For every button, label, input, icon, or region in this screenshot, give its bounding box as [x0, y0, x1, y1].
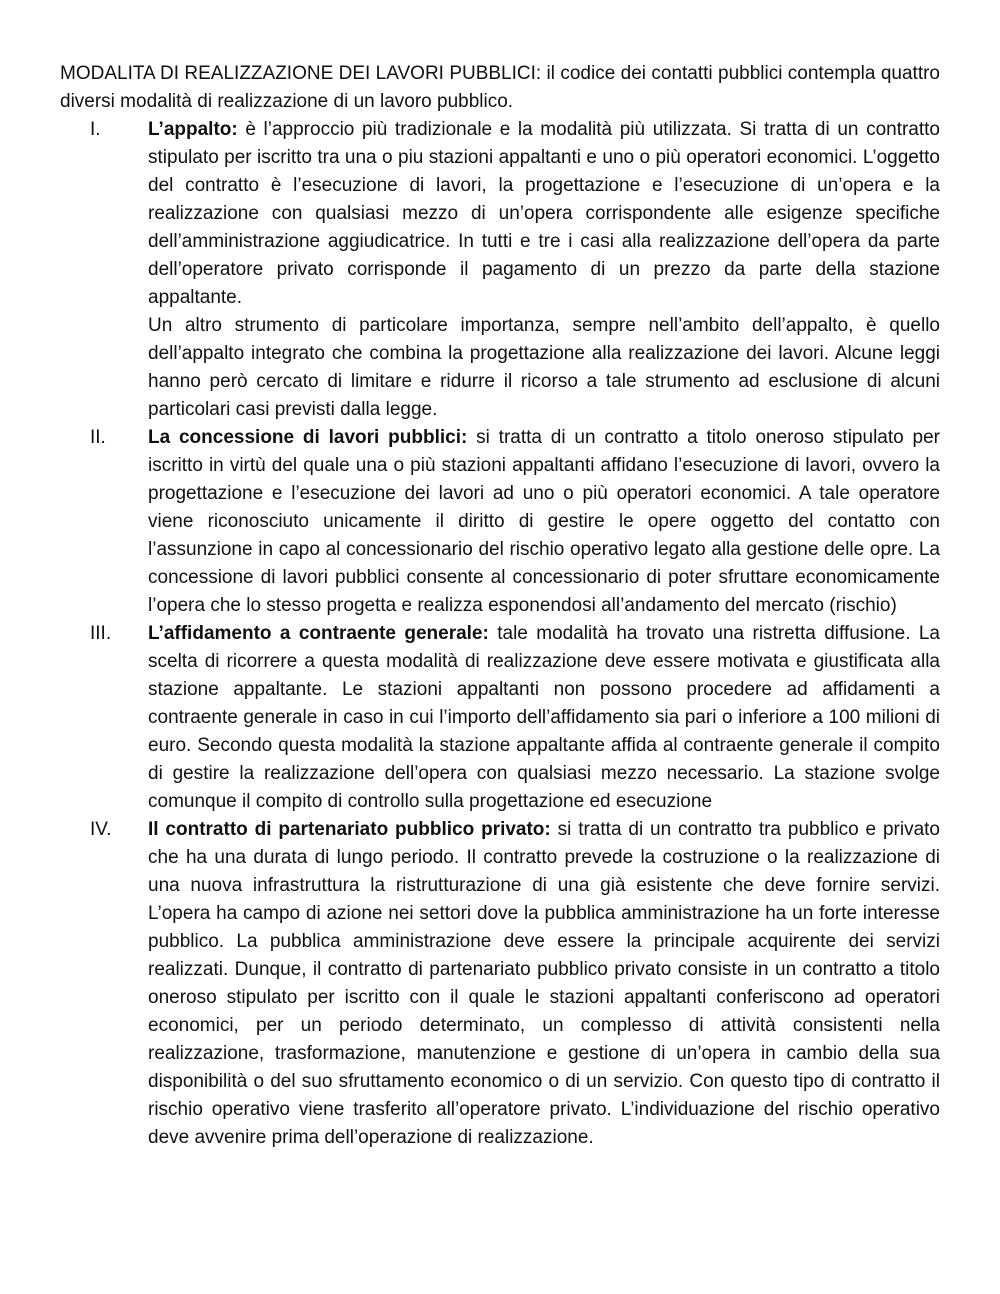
item-paragraph: [148, 816, 940, 1152]
list-item-appalto: [60, 116, 940, 424]
item-term: L’affidamento a contraente generale:: [148, 623, 489, 644]
item-term: L’appalto:: [148, 119, 238, 140]
list-item-contraente-generale: [60, 620, 940, 816]
item-paragraph: [148, 424, 940, 620]
item-text: è l’approccio più tradizionale e la modalità più utilizzata. Si tratta di un contratto stipulato per iscritto tra una o piu stazioni appaltanti e uno o più operatori economici. L’oggetto del contratto è l’esecuzione di lavori, la progettazione e l’esecuzione di un’opera e la realizzazione con qualsiasi mezzo di un’opera corrispondente alle esigenze specifiche dell’amministrazione aggiudicatrice. In tutti e tre i casi alla realizzazione dell’opera da parte dell’operatore privato corrisponde il pagamento di un prezzo da parte della stazione appaltante.: [148, 119, 940, 308]
item-term: La concessione di lavori pubblici:: [148, 427, 468, 448]
list-numeral: IV.: [90, 819, 112, 840]
item-text: si tratta di un contratto a titolo oneroso stipulato per iscritto in virtù del quale una o più stazioni appaltanti affidano l’esecuzione di lavori, ovvero la progettazione e l’esecuzione dei lavori ad uno o più operatori economici. A tale operatore viene riconosciuto unicamente il diritto di gestire le opere oggetto del contatto con l’assunzione in capo al concessionario del rischio operativo legato alla gestione delle opre. La concessione di lavori pubblici consente al concessionario di poter sfruttare economicamente l’opera che lo stesso progetta e realizza esponendosi all’andamento del mercato (rischio): [148, 427, 940, 616]
list-numeral: III.: [90, 623, 112, 644]
item-text: tale modalità ha trovato una ristretta diffusione. La scelta di ricorrere a questa modalità di realizzazione deve essere motivata e giustificata alla stazione appaltante. Le stazioni appaltanti non possono procedere ad affidamenti a contraente generale in caso in cui l’importo dell’affidamento sia pari o inferiore a 100 milioni di euro. Secondo questa modalità la stazione appaltante affida al contraente generale il compito di gestire la realizzazione dell’opera con qualsiasi mezzo necessario. La stazione svolge comunque il compito di controllo sulla progettazione ed esecuzione: [148, 623, 941, 812]
item-extra-paragraph: Un altro strumento di particolare importanza, sempre nell’ambito dell’appalto, è quello dell’appalto integrato che combina la progettazione alla realizzazione dei lavori. Alcune leggi hanno però cercato di limitare e ridurre il ricorso a tale strumento ad esclusione di alcuni particolari casi previsti dalla legge.: [148, 315, 940, 420]
list-item-concessione: [60, 424, 940, 620]
item-paragraph: [148, 620, 940, 816]
list-numeral: II.: [90, 427, 106, 448]
item-term: Il contratto di partenariato pubblico privato:: [148, 819, 551, 840]
list-item-partenariato: [60, 816, 940, 1152]
item-text: si tratta di un contratto tra pubblico e privato che ha una durata di lungo periodo. Il contratto prevede la costruzione o la realizzazione di una nuova infrastruttura la ristrutturazione di una già esistente che deve fornire servizi. L’opera ha campo di azione nei settori dove la pubblica amministrazione ha un forte interesse pubblico. La pubblica amministrazione deve essere la principale acquirente dei servizi realizzati. Dunque, il contratto di partenariato pubblico privato consiste in un contratto a titolo oneroso stipulato per iscritto con il quale le stazioni appaltanti conferiscono ad operatori economici, per un periodo determinato, un complesso di attività consistenti nella realizzazione, trasformazione, manutenzione e gestione di un’opera in cambio della sua disponibilità o del suo sfruttamento economico o di un servizio. Con questo tipo di contratto il rischio operativo viene trasferito all’operatore privato. L’individuazione del rischio operativo deve avvenire prima dell’operazione di realizzazione.: [148, 819, 940, 1148]
item-paragraph: [148, 116, 940, 312]
intro-paragraph: MODALITA DI REALIZZAZIONE DEI LAVORI PUBBLICI: il codice dei contatti pubblici contempla quattro diversi modalità di realizzazione di un lavoro pubblico.: [60, 63, 940, 112]
modalities-list: [60, 116, 940, 1152]
list-numeral: I.: [90, 119, 101, 140]
